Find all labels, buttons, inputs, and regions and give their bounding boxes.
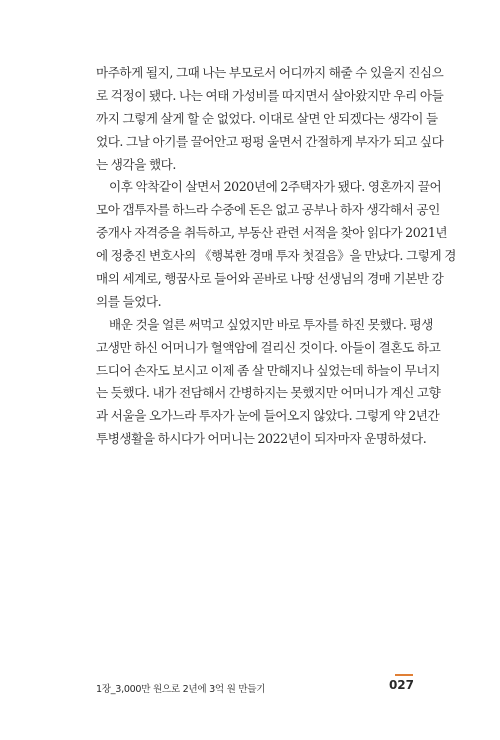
text-line: 모아 갭투자를 하느라 수중에 돈은 없고 공부나 하자 생각해서 공인: [96, 202, 440, 218]
text-line: 고생만 하신 어머니가 혈액암에 걸리신 것이다. 아들이 결혼도 하고: [96, 339, 441, 355]
text-line: 중개사 자격증을 취득하고, 부동산 관련 서적을 찾아 읽다가 2021년: [96, 225, 448, 241]
text-line: 과 서울을 오가느라 투자가 눈에 들어오지 않았다. 그렇게 약 2년간: [96, 408, 440, 424]
page-number: 027: [388, 678, 414, 692]
text-line: 의를 들었다.: [96, 293, 162, 309]
text-line: 마주하게 될지, 그때 나는 부모로서 어디까지 해줄 수 있을지 진심으: [96, 65, 444, 80]
text-line: 드디어 손자도 보시고 이제 좀 살 만해지나 싶었는데 하늘이 무너지: [96, 362, 440, 378]
text-line: 로 걱정이 됐다. 나는 여태 가성비를 따지면서 살아왔지만 우리 아들: [96, 87, 444, 103]
text-line: 었다. 그날 아기를 끌어안고 펑펑 울면서 간절하게 부자가 되고 싶다: [96, 133, 444, 149]
page-footer: [96, 677, 414, 697]
text-line: 매의 세계로, 행꿈사로 들어와 곧바로 나땅 선생님의 경매 기본반 강: [96, 271, 444, 287]
text-line: 까지 그렇게 살게 할 순 없었다. 이대로 살면 안 되겠다는 생각이 들: [96, 110, 438, 126]
text-line: 배운 것을 얼른 써먹고 싶었지만 바로 투자를 하진 못했다. 평생: [109, 316, 433, 332]
text-line: 는 듯했다. 내가 전담해서 간병하지는 못했지만 어머니가 계신 고향: [96, 385, 441, 401]
text-line: 는 생각을 했다.: [96, 156, 176, 172]
text-line: 투병생활을 하시다가 어머니는 2022년이 되자마자 운명하셨다.: [96, 431, 427, 447]
text-line: 이후 악착같이 살면서 2020년에 2주택자가 됐다. 영혼까지 끌어: [109, 179, 442, 195]
text-line: 에 정충진 변호사의 《행복한 경매 투자 첫걸음》을 만났다. 그렇게 경: [96, 248, 456, 264]
body-text: [96, 62, 456, 451]
page-number-accent-bar: [395, 674, 413, 676]
chapter-title: 1장_3,000만 원으로 2년에 3억 원 만들기: [96, 684, 266, 695]
